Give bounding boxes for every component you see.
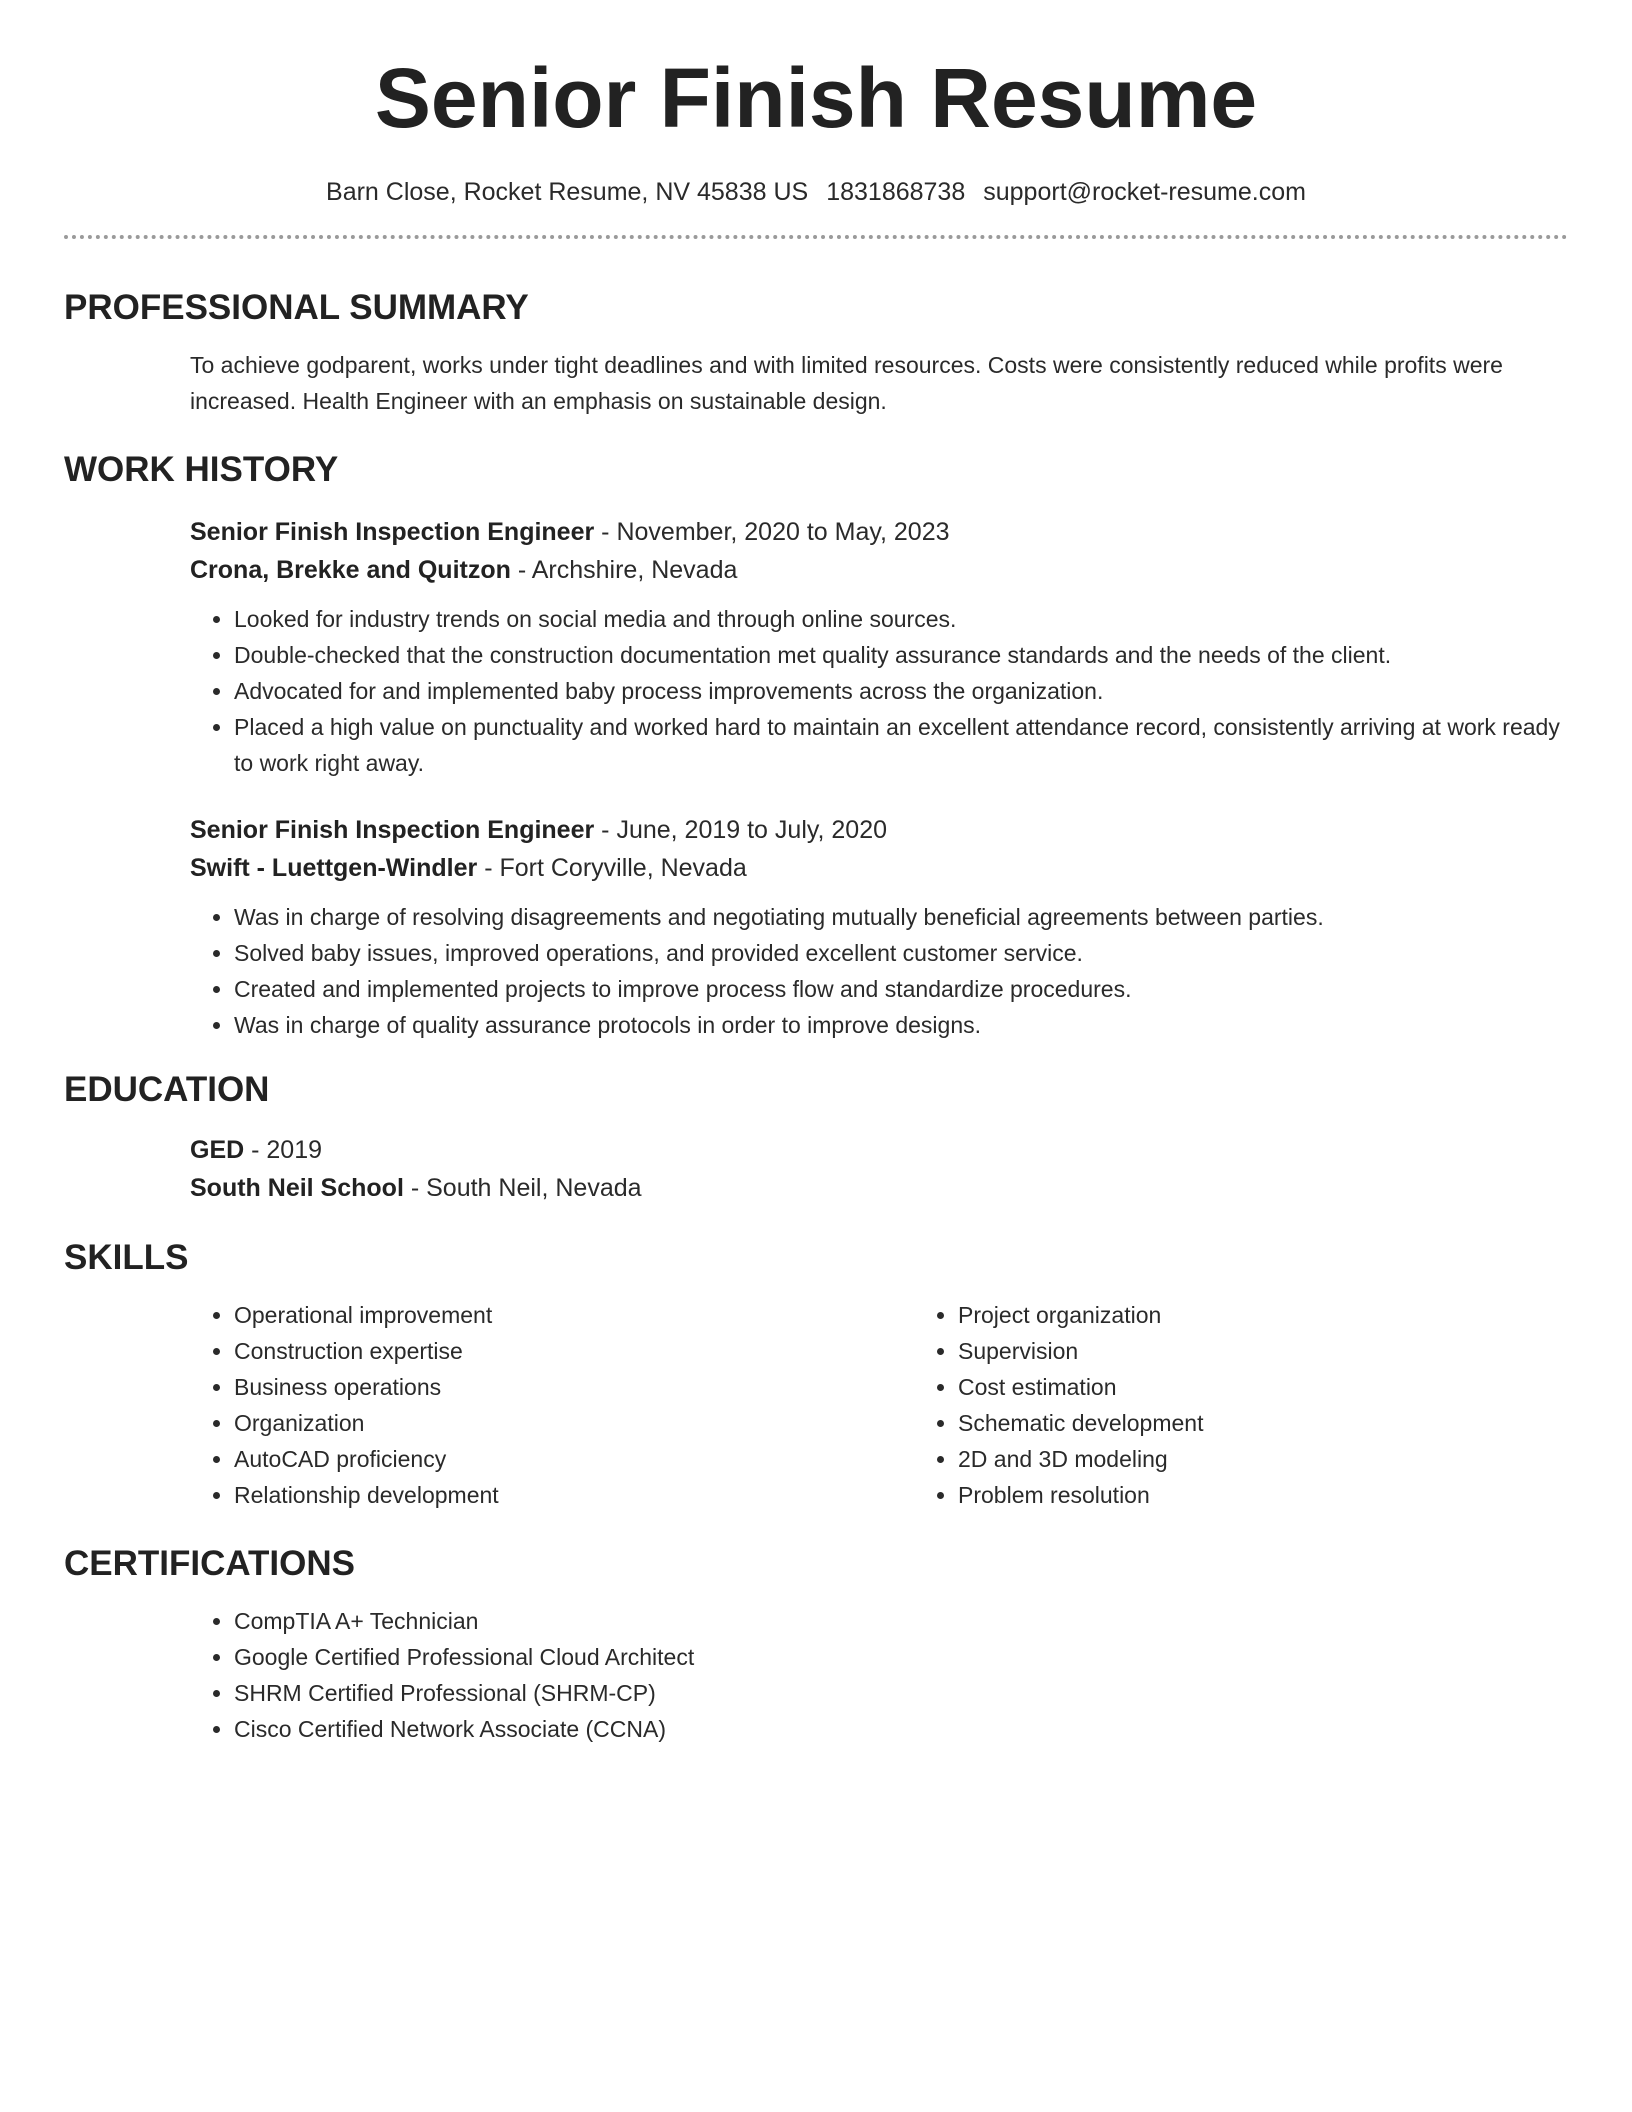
skills-list-left [190,1297,914,1513]
job-position: Senior Finish Inspection Engineer [190,816,595,844]
job-location: - Archshire, Nevada [510,556,738,584]
job-position: Senior Finish Inspection Engineer [190,518,595,546]
list-item: • Cisco Certified Network Associate (CCNA) [234,1711,1568,1747]
header-divider [64,235,1568,239]
summary-text: To achieve godparent, works under tight deadlines and with limited resources. Costs were consistently reduced while profits were increased. Health Engineer with an emphasis on sustainable design. [190,352,1503,414]
education-year: - 2019 [244,1136,323,1164]
education-degree: GED [190,1136,245,1164]
list-item: • CompTIA A+ Technician [234,1603,1568,1639]
contact-phone: 1831868738 [826,178,966,206]
job-title-line [190,811,1568,849]
job-entry [190,811,1568,1043]
list-item: • Looked for industry trends on social media and through online sources. [234,601,1568,637]
skills-section [64,1237,1568,1513]
resume-title: Senior Finish Resume [374,51,1258,145]
list-item: • Organization [234,1405,914,1441]
list-item: • Was in charge of resolving disagreements and negotiating mutually beneficial agreements between parties. [234,899,1568,935]
contact-address: Barn Close, Rocket Resume, NV 45838 US [326,178,809,206]
certifications-list [190,1603,1568,1747]
list-item: • Placed a high value on punctuality and worked hard to maintain an excellent attendance record, consistently arriving at work ready to work right away. [234,709,1568,781]
list-item: • Supervision [958,1333,1568,1369]
job-entry [190,513,1568,781]
list-item: • Cost estimation [958,1369,1568,1405]
certifications-heading: CERTIFICATIONS [64,1544,356,1583]
summary-heading: PROFESSIONAL SUMMARY [64,288,529,327]
list-item: • Double-checked that the construction documentation met quality assurance standards and the needs of the client. [234,637,1568,673]
resume-header [64,0,1568,239]
education-location: - South Neil, Nevada [403,1174,642,1202]
list-item: • Problem resolution [958,1477,1568,1513]
job-dates: - November, 2020 to May, 2023 [594,518,950,546]
job-company-line [190,849,1568,887]
list-item: • Was in charge of quality assurance protocols in order to improve designs. [234,1007,1568,1043]
education-school: South Neil School [190,1174,404,1202]
certifications-section [64,1543,1568,1747]
contact-email: support@rocket-resume.com [983,178,1306,206]
list-item: • Operational improvement [234,1297,914,1333]
list-item: • Construction expertise [234,1333,914,1369]
contact-line [64,178,1568,207]
job-bullets [190,899,1568,1043]
job-bullets [190,601,1568,781]
education-heading: EDUCATION [64,1070,270,1109]
list-item: • Solved baby issues, improved operations, and provided excellent customer service. [234,935,1568,971]
skills-heading: SKILLS [64,1238,189,1277]
summary-section [64,287,1568,419]
list-item: • Advocated for and implemented baby process improvements across the organization. [234,673,1568,709]
list-item: • Created and implemented projects to improve process flow and standardize procedures. [234,971,1568,1007]
education-section [64,1069,1568,1207]
job-dates: - June, 2019 to July, 2020 [594,816,888,844]
job-company-line [190,551,1568,589]
skills-grid [64,1297,1568,1513]
list-item: • Relationship development [234,1477,914,1513]
skills-list-right [914,1297,1568,1513]
education-school-line [190,1169,1568,1207]
job-title-line [190,513,1568,551]
list-item: • Business operations [234,1369,914,1405]
list-item: • AutoCAD proficiency [234,1441,914,1477]
education-degree-line [190,1131,1568,1169]
list-item: • Google Certified Professional Cloud Architect [234,1639,1568,1675]
job-location: - Fort Coryville, Nevada [477,854,747,882]
job-company: Crona, Brekke and Quitzon [190,556,511,584]
work-history-heading: WORK HISTORY [64,450,339,489]
list-item: • 2D and 3D modeling [958,1441,1568,1477]
job-company: Swift - Luettgen-Windler [190,854,478,882]
list-item: • Schematic development [958,1405,1568,1441]
list-item: • Project organization [958,1297,1568,1333]
work-history-section [64,449,1568,1043]
list-item: • SHRM Certified Professional (SHRM-CP) [234,1675,1568,1711]
